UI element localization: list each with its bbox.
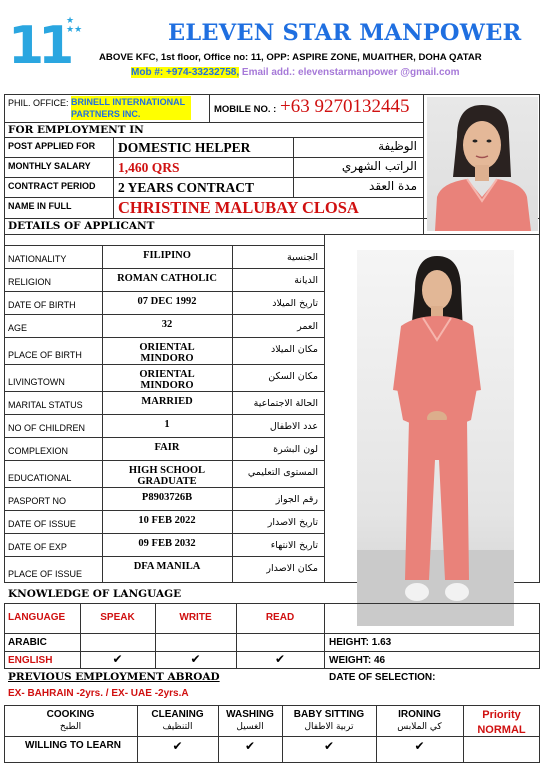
detail-label: PLACE OF BIRTH [8, 350, 82, 360]
detail-arabic-label: مكان الاصدار [266, 563, 318, 574]
english-write-check-icon: ✔ [190, 652, 201, 666]
language-heading: KNOWLEDGE OF LANGUAGE [8, 588, 182, 600]
detail-label: MARITAL STATUS [8, 400, 83, 410]
detail-arabic-label: مكان السكن [268, 371, 318, 382]
language-arabic-label: ARABIC [8, 637, 47, 648]
detail-value: 1 [164, 419, 170, 430]
skill-name-arabic: التنظيف [162, 722, 193, 732]
detail-value: FILIPINO [143, 250, 191, 261]
detail-value: HIGH SCHOOL GRADUATE [128, 465, 206, 487]
baby-sitting-check-icon: ✔ [323, 739, 335, 753]
mobile-value: +63 9270132445 [280, 96, 410, 117]
company-contact [131, 67, 460, 78]
detail-value: 07 DEC 1992 [137, 296, 197, 307]
detail-arabic-label: تاريخ الميلاد [272, 298, 318, 309]
detail-value: P8903726B [141, 492, 193, 503]
willing-to-learn-label: WILLING TO LEARN [25, 740, 121, 751]
applicant-headshot [427, 97, 538, 231]
logo-stars-icon: ★ ★★ [66, 15, 83, 34]
weight-value: WEIGHT: 46 [329, 655, 386, 666]
detail-value: 32 [161, 319, 173, 330]
detail-label: DATE OF BIRTH [8, 300, 76, 310]
monthly-salary-arabic: الراتب الشهري [341, 159, 417, 173]
skill-name-arabic: تربية الاطفال [304, 722, 354, 732]
detail-label: LIVINGTOWN [8, 377, 65, 387]
priority-label: Priority [482, 709, 521, 721]
language-col-language: LANGUAGE [8, 612, 66, 623]
language-col-read: READ [265, 612, 295, 623]
english-speak-check-icon: ✔ [112, 652, 123, 666]
detail-value: ROMAN CATHOLIC [117, 273, 217, 284]
post-applied-label: POST APPLIED FOR [8, 141, 96, 151]
detail-value: MARRIED [141, 396, 193, 407]
company-mobile: Mob #: +974-33232758, [131, 67, 240, 78]
company-email[interactable]: Email add.: elevenstarmanpower @gmail.com [239, 67, 460, 78]
language-english-label: ENGLISH [8, 655, 53, 666]
previous-employment-value: EX- BAHRAIN -2yrs. / EX- UAE -2yrs.A [8, 688, 189, 699]
phil-office-value: BRINELL INTERNATIONAL PARTNERS INC. [71, 96, 191, 120]
english-read-check-icon: ✔ [274, 652, 286, 666]
detail-value: 10 FEB 2022 [138, 515, 196, 526]
language-col-speak: SPEAK [100, 612, 135, 623]
detail-label: PASPORT NO [8, 496, 67, 506]
applicant-full-photo [357, 250, 514, 626]
monthly-salary-label: MONTHLY SALARY [8, 161, 91, 171]
detail-label: EDUCATIONAL [8, 473, 72, 483]
detail-arabic-label: العمر [297, 321, 318, 332]
detail-label: NO OF CHILDREN [8, 423, 86, 433]
monthly-salary-value: 1,460 QRS [118, 160, 180, 175]
logo-number: 11 [8, 16, 69, 76]
full-name-label: NAME IN FULL [8, 201, 72, 211]
detail-value: ORIENTAL MINDORO [139, 342, 195, 364]
phil-office-label: PHIL. OFFICE: [8, 98, 69, 108]
skill-name-arabic: الغسيل [236, 722, 264, 732]
skill-name: BABY SITTING [293, 709, 365, 720]
skill-name-arabic: كي الملابس [397, 722, 442, 732]
detail-arabic-label: تاريخ الانتهاء [270, 540, 318, 551]
previous-employment-heading: PREVIOUS EMPLOYMENT ABROAD [8, 671, 220, 683]
skill-name: IRONING [398, 709, 441, 720]
washing-check-icon: ✔ [244, 739, 256, 753]
detail-arabic-label: الحالة الاجتماعية [253, 398, 318, 409]
post-applied-arabic: الوظيفة [378, 139, 417, 153]
detail-label: RELIGION [8, 277, 52, 287]
full-name-value: CHRISTINE MALUBAY CLOSA [118, 198, 359, 217]
company-logo [8, 16, 88, 76]
detail-label: NATIONALITY [8, 254, 67, 264]
detail-arabic-label: لون البشرة [273, 444, 318, 455]
detail-label: DATE OF EXP [8, 542, 67, 552]
detail-label: DATE OF ISSUE [8, 519, 76, 529]
detail-arabic-label: عدد الاطفال [269, 421, 318, 432]
mobile-label: MOBILE NO. : [214, 104, 277, 115]
detail-arabic-label: تاريخ الاصدار [267, 517, 318, 528]
height-value: HEIGHT: 1.63 [329, 637, 392, 648]
details-heading: DETAILS OF APPLICANT [8, 220, 155, 232]
language-col-write: WRITE [179, 612, 212, 623]
detail-value: DFA MANILA [133, 561, 201, 572]
ironing-check-icon: ✔ [414, 739, 425, 753]
detail-arabic-label: المستوى التعليمي [247, 467, 318, 478]
detail-arabic-label: الجنسية [287, 252, 318, 263]
detail-arabic-label: رقم الجواز [275, 494, 318, 505]
detail-arabic-label: الديانة [294, 275, 318, 286]
contract-period-label: CONTRACT PERIOD [8, 181, 96, 191]
skill-name-arabic: الطبخ [59, 722, 82, 732]
skill-name: COOKING [46, 709, 95, 720]
contract-period-arabic: مدة العقد [369, 179, 417, 193]
detail-value: 09 FEB 2032 [138, 538, 196, 549]
date-of-selection-label: DATE OF SELECTION: [329, 672, 436, 683]
detail-value: FAIR [154, 442, 180, 453]
normal-label: NORMAL [477, 724, 526, 736]
detail-value: ORIENTAL MINDORO [139, 369, 195, 391]
cleaning-check-icon: ✔ [172, 739, 183, 753]
detail-arabic-label: مكان الميلاد [270, 344, 318, 355]
skill-name: CLEANING [151, 709, 204, 720]
detail-label: PLACE OF ISSUE [8, 569, 83, 579]
company-name: ELEVEN STAR MANPOWER [168, 20, 522, 46]
contract-period-value: 2 YEARS CONTRACT [118, 180, 255, 195]
detail-label: COMPLEXION [8, 446, 69, 456]
detail-label: AGE [8, 323, 28, 333]
employment-heading: FOR EMPLOYMENT IN [8, 124, 144, 136]
post-applied-value: DOMESTIC HELPER [118, 140, 251, 155]
skill-name: WASHING [226, 709, 274, 720]
company-address: ABOVE KFC, 1st floor, Office no: 11, OPP: ASPIRE ZONE, MUAITHER, DOHA QATAR [99, 52, 482, 63]
